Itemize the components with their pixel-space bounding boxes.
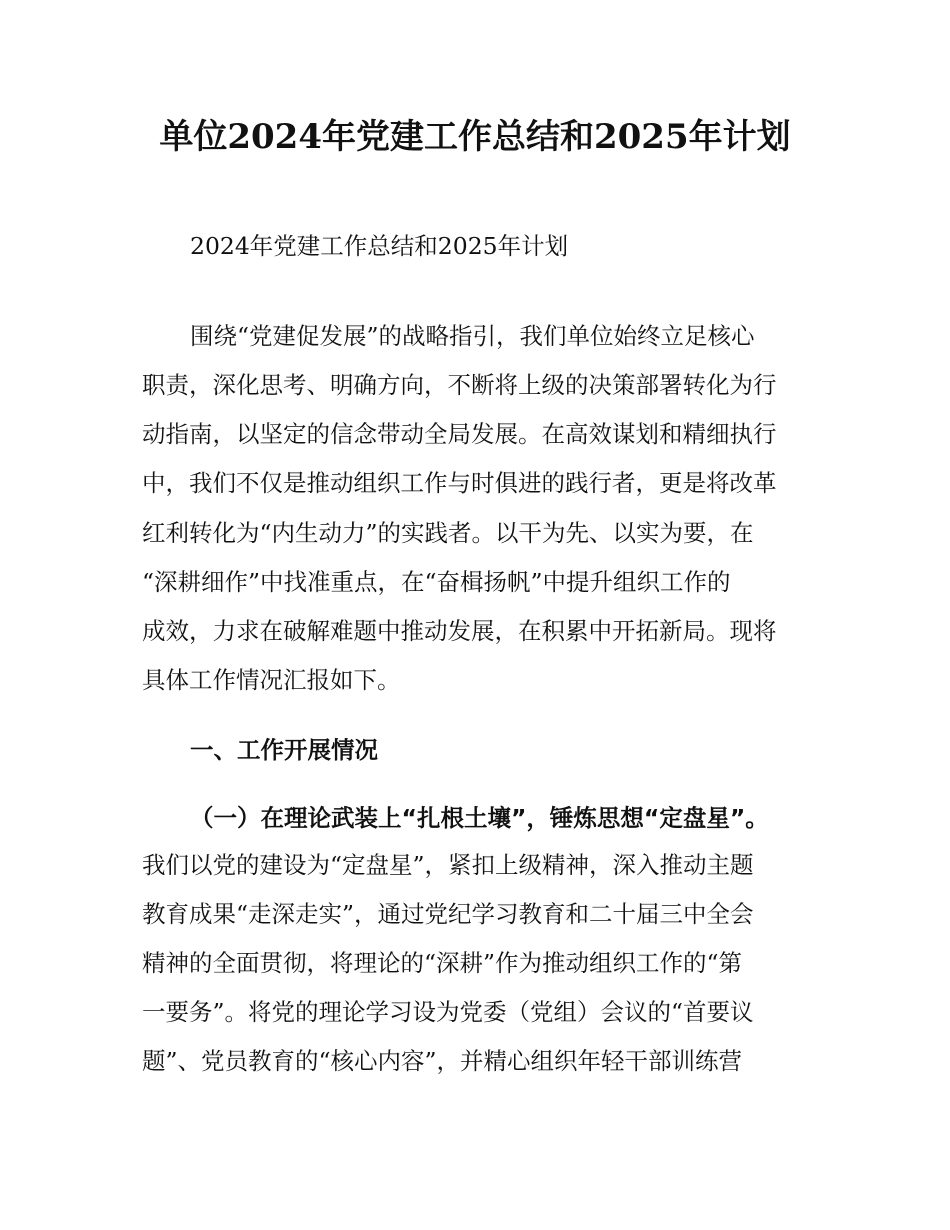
- paragraph-line: 一要务”。将党的理论学习设为党委（党组）会议的“首要议: [142, 998, 754, 1026]
- paragraph-line: 动指南，以坚定的信念带动全局发展。在高效谋划和精细执行: [142, 420, 777, 448]
- section-heading: 一、工作开展情况: [190, 736, 378, 764]
- paragraph-line: 围绕“党建促发展”的战略指引，我们单位始终立足核心: [190, 322, 755, 350]
- paragraph-line: 职责，深化思考、明确方向，不断将上级的决策部署转化为行: [142, 371, 777, 399]
- document-title: 单位2024年党建工作总结和2025年计划: [159, 117, 791, 157]
- paragraph-line: 精神的全面贯彻，将理论的“深耕”作为推动组织工作的“第: [142, 949, 743, 977]
- subsection-heading: （一）在理论武装上“扎根土壤”，锤炼思想“定盘星”。: [190, 804, 769, 832]
- paragraph-line: 我们以党的建设为“定盘星”，紧扣上级精神，深入推动主题: [142, 851, 754, 879]
- paragraph-line: 具体工作情况汇报如下。: [142, 666, 401, 694]
- paragraph-line: 红利转化为“内生动力”的实践者。以干为先、以实为要，在: [142, 519, 754, 547]
- paragraph-line: 成效，力求在破解难题中推动发展，在积累中开拓新局。现将: [142, 617, 777, 645]
- paragraph-line: 题”、党员教育的“核心内容”，并精心组织年轻干部训练营: [142, 1047, 743, 1075]
- paragraph-line: 教育成果“走深走实”，通过党纪学习教育和二十届三中全会: [142, 900, 754, 928]
- document-subtitle: 2024年党建工作总结和2025年计划: [190, 232, 569, 260]
- paragraph-line: 中，我们不仅是推动组织工作与时俱进的践行者，更是将改革: [142, 469, 777, 497]
- paragraph-line: “深耕细作”中找准重点，在“奋楫扬帆”中提升组织工作的: [142, 568, 731, 596]
